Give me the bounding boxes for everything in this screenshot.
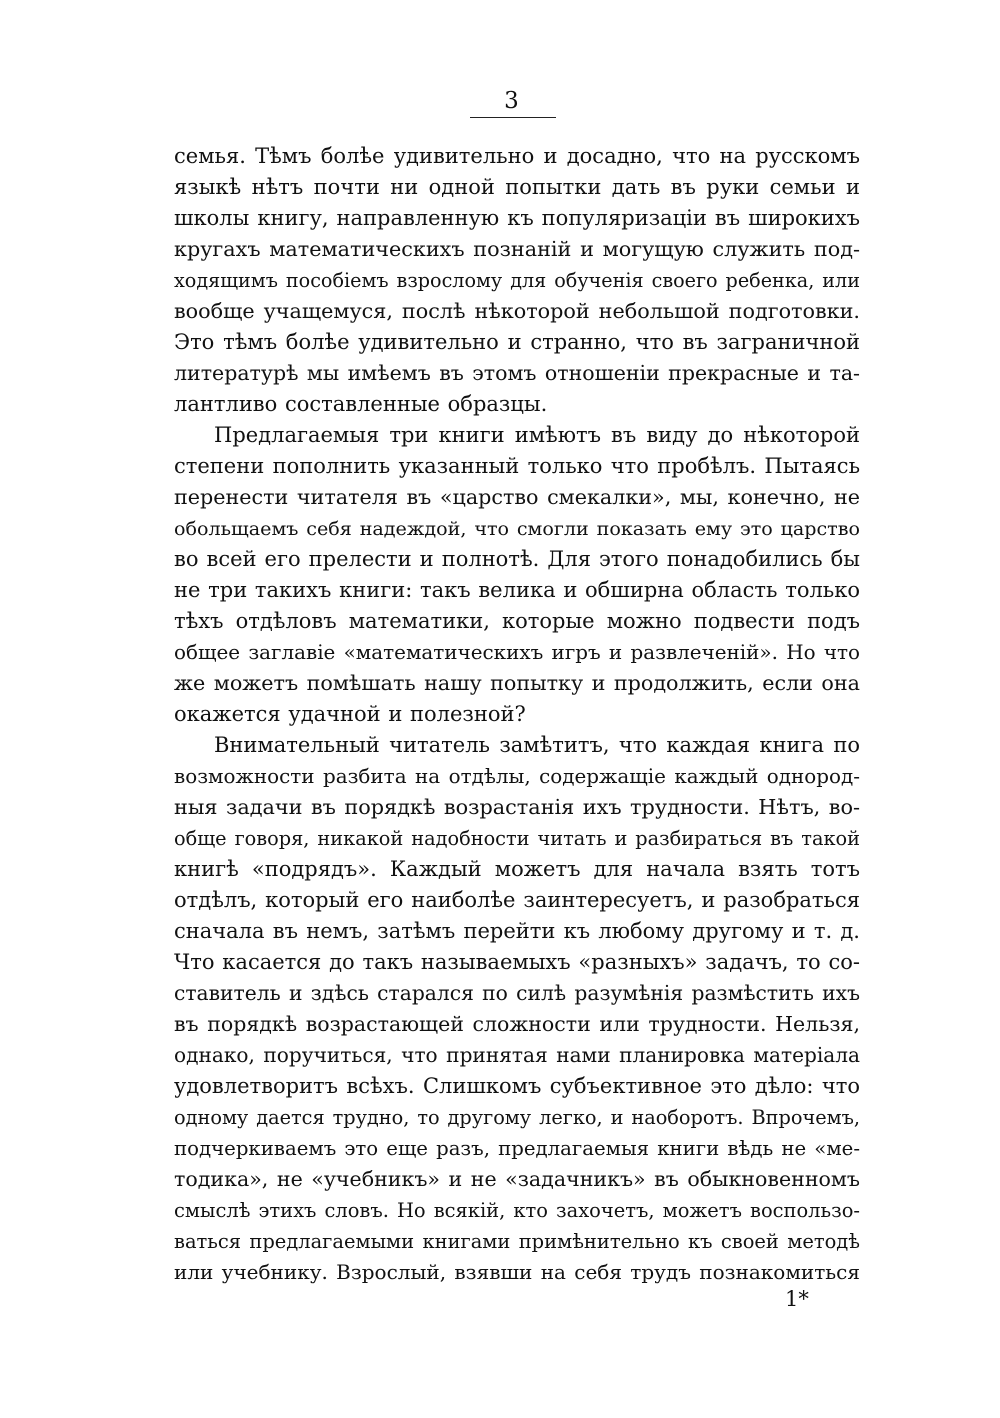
text-line: перенести читателя въ «царство смекалки», мы, конечно, не [174,485,860,509]
text-line: общее заглавіе «математическихъ игръ и развлеченій». Но что [174,641,860,664]
text-line: степени пополнить указанный только что пробѣлъ. Пытаясь [174,454,860,478]
text-line: Что касается до такъ называемыхъ «разныхъ» задачъ, то со- [174,950,860,974]
text-line: школы книгу, направленную къ популяризаціи въ широкихъ [174,206,860,230]
text-line: книгѣ «подрядъ». Каждый можетъ для начала взять тотъ [174,857,860,881]
text-line: сначала въ немъ, затѣмъ перейти къ любому другому и т. д. [174,919,860,943]
text-line: удовлетворитъ всѣхъ. Слишкомъ субъективное это дѣло: что [174,1074,860,1098]
text-line: одному дается трудно, то другому легко, и наоборотъ. Впрочемъ, [174,1106,860,1129]
text-line: не три такихъ книги: такъ велика и обширна область только [174,578,860,602]
paragraph [174,730,860,1288]
text-line: смыслѣ этихъ словъ. Но всякій, кто захочетъ, можетъ воспользо- [174,1199,860,1222]
text-line: Предлагаемыя три книги имѣютъ въ виду до нѣкоторой [214,423,860,447]
text-line: однако, поручиться, что принятая нами планировка матеріала [174,1043,860,1067]
text-line: ваться предлагаемыми книгами примѣнительно къ своей методѣ [174,1230,860,1253]
text-line: обольщаемъ себя надеждой, что смогли показать ему это царство [174,517,860,540]
text-line: лантливо составленные образцы. [174,392,548,416]
text-line: же можетъ помѣшать нашу попытку и продолжить, если она [174,671,860,695]
text-line: тѣхъ отдѣловъ математики, которые можно подвести подъ [174,609,860,633]
text-line: тодика», не «учебникъ» и не «задачникъ» въ обыкновенномъ [174,1167,860,1191]
body-text [174,141,860,1288]
text-line: ходящимъ пособіемъ взрослому для обученія своего ребенка, или [174,269,860,292]
paragraph [174,420,860,730]
text-line: вообще учащемуся, послѣ нѣкоторой небольшой подготовки. [174,299,860,323]
text-line: возможности разбита на отдѣлы, содержащіе каждый однород- [174,765,860,788]
text-line: ставитель и здѣсь старался по силѣ разумѣнія размѣстить ихъ [174,981,860,1005]
text-line: языкѣ нѣтъ почти ни одной попытки дать въ руки семьи и [174,175,860,199]
text-line: или учебнику. Взрослый, взявши на себя трудъ познакомиться [174,1260,860,1284]
text-line: ныя задачи въ порядкѣ возрастанія ихъ трудности. Нѣтъ, во- [174,795,860,819]
text-line: Внимательный читатель замѣтитъ, что каждая книга по [214,733,860,757]
text-line: литературѣ мы имѣемъ въ этомъ отношеніи прекрасные и та- [174,361,860,385]
text-line: отдѣлъ, который его наиболѣе заинтересуетъ, и разобраться [174,888,860,912]
text-line: окажется удачной и полезной? [174,702,526,726]
text-line: Это тѣмъ болѣе удивительно и странно, что въ заграничной [174,330,860,354]
paragraph [174,141,860,420]
text-line: обще говоря, никакой надобности читать и разбираться въ такой [174,827,860,850]
page-number-rule [470,117,556,118]
text-line: кругахъ математическихъ познаній и могущую служить под- [174,237,860,261]
page-number: 3 [504,88,520,114]
text-line: подчеркиваемъ это еще разъ, предлагаемыя книги вѣдь не «ме- [174,1137,860,1160]
signature-mark: 1* [785,1287,809,1311]
text-line: въ порядкѣ возрастающей сложности или трудности. Нельзя, [174,1012,860,1036]
text-line: во всей его прелести и полнотѣ. Для этого понадобились бы [174,547,860,571]
text-line: семья. Тѣмъ болѣе удивительно и досадно, что на русскомъ [174,144,860,168]
